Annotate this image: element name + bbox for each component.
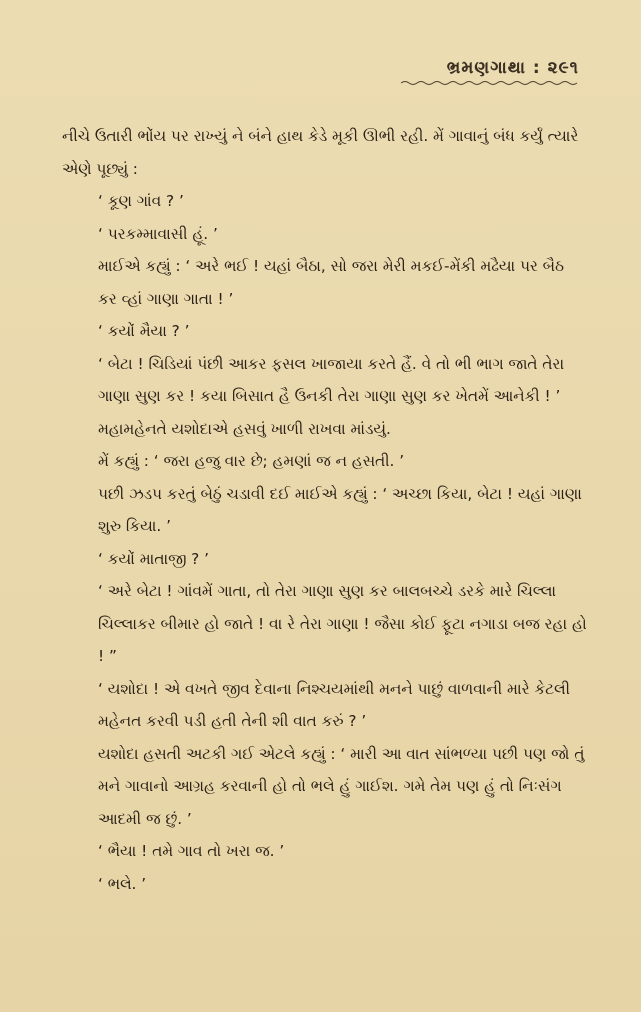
paragraph: નીચે ઉતારી ભોંય પર રાખ્યું ને બંને હાથ કેડે મૂકી ઊભી રહી. મેં ગાવાનું બંધ કર્યું ત્યારે એણે પૂછ્યું : [62, 127, 579, 178]
paragraph: મહામહેનતે યશોદાએ હસવું ખાળી રાખવા માંડયું. [98, 419, 391, 438]
paragraph: ‘ ભૈયા ! તમે ગાવ તો ખરા જ. ’ [98, 842, 285, 860]
paragraph: ‘ યશોદા ! એ વખતે જીવ દેવાના નિશ્ચયમાંથી મનને પાછું વાળવાની મારે કેટલી મહેનત કરવી પડી હતી તેની શી વાત કરું ? ’ [98, 679, 570, 730]
page-header [401, 58, 579, 86]
page-body [62, 120, 587, 900]
paragraph: મેં કહ્યું : ‘ જરા હજુ વાર છે; હમણાં જ ન હસતી. ’ [98, 452, 405, 470]
paragraph: ‘ કયોં મૈયા ? ’ [98, 322, 190, 340]
paragraph: ‘ ભલે. ’ [98, 874, 147, 893]
paragraph: ‘ અરે બેટા ! ગાંવમેં ગાતા, તો તેરા ગાણા સુણ કર બાલબચ્ચે ડરકે મારે ચિલ્લા ચિલ્લાકર બીમાર હો જાતે ! વા રે તેરા ગાણા ! જૈસા કોઈ ફૂટા નગાડા બજ રહા હો ! ” [98, 582, 587, 665]
paragraph: ‘ કયોં માતાજી ? ’ [98, 549, 210, 568]
paragraph: ‘ પરકમ્માવાસી હૂં. ’ [98, 224, 218, 243]
paragraph: યશોદા હસતી અટકી ગઈ એટલે કહ્યું : ‘ મારી આ વાત સાંભળ્યા પછી પણ જો તું મને ગાવાનો આગ્રહ કરવાની હો તો ભલે હું ગાઈશ. ગમે તેમ પણ હું તો નિઃસંગ આદમી જ છું. ’ [98, 744, 585, 828]
paragraph: પછી ઝડપ કરતું બેઠું ચડાવી દઈ માઈએ કહ્યું : ‘ અચ્છા કિયા, બેટા ! યહાં ગાણા શુરુ કિયા. ’ [98, 484, 582, 535]
paragraph: માઈએ કહ્યું : ‘ અરે ભઈ ! યહાં બૈઠા, સો જરા મેરી મકઈ-મેંકી મઢૈયા પર બૈઠ કર વ્હાં ગાણા ગાતા ! ’ [98, 257, 564, 308]
paragraph: ‘ બેટા ! ચિડિયાં પંછી આકર ફસલ ખાજાયા કરતે હૈં. વે તો ભી ભાગ જાતે તેરા ગાણા સુણ કર ! કયા બિસાત હૈ ઉનકી તેરા ગાણા સુણ કર ખેતમેં આનેકી ! ’ [98, 354, 565, 405]
paragraph: ‘ કૂણ ગાંવ ? ’ [98, 192, 184, 210]
wavy-rule-ornament [401, 80, 579, 86]
running-head: ભ્રમણગાથા : ૨૯૧ [446, 58, 579, 78]
